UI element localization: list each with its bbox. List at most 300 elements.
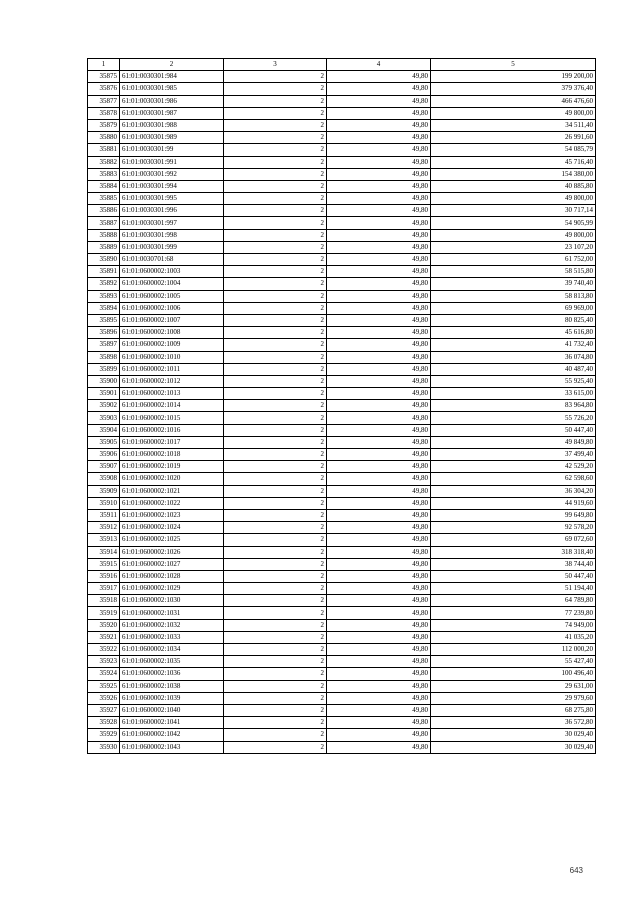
cadastral-number-cell: 61:01:0030301:998 (120, 229, 224, 241)
cadastral-number-cell: 61:01:0600002:1014 (120, 400, 224, 412)
cadastral-number-cell: 61:01:0600002:1036 (120, 668, 224, 680)
area-cell: 49,80 (327, 449, 431, 461)
type-code-cell: 2 (224, 144, 327, 156)
type-code-cell: 2 (224, 119, 327, 131)
area-cell: 49,80 (327, 193, 431, 205)
area-cell: 49,80 (327, 375, 431, 387)
cadastral-value-table (87, 58, 596, 754)
cadastral-number-cell: 61:01:0600002:1038 (120, 680, 224, 692)
cadastral-value-cell: 74 949,00 (431, 619, 596, 631)
type-code-cell: 2 (224, 436, 327, 448)
cadastral-value-cell: 30 029,40 (431, 729, 596, 741)
type-code-cell: 2 (224, 156, 327, 168)
cadastral-number-cell: 61:01:0600002:1023 (120, 509, 224, 521)
table-row (88, 339, 596, 351)
cadastral-value-cell: 36 572,80 (431, 717, 596, 729)
area-cell: 49,80 (327, 473, 431, 485)
table-row (88, 180, 596, 192)
table-row (88, 473, 596, 485)
row-number-cell: 35911 (88, 509, 120, 521)
type-code-cell: 2 (224, 631, 327, 643)
type-code-cell: 2 (224, 424, 327, 436)
area-cell: 49,80 (327, 229, 431, 241)
table-row (88, 497, 596, 509)
area-cell: 49,80 (327, 144, 431, 156)
type-code-cell: 2 (224, 473, 327, 485)
table-row (88, 583, 596, 595)
area-cell: 49,80 (327, 107, 431, 119)
row-number-cell: 35878 (88, 107, 120, 119)
cadastral-value-cell: 50 447,40 (431, 570, 596, 582)
cadastral-number-cell: 61:01:0600002:1005 (120, 290, 224, 302)
cadastral-number-cell: 61:01:0600002:1033 (120, 631, 224, 643)
row-number-cell: 35913 (88, 534, 120, 546)
cadastral-value-cell: 26 991,60 (431, 132, 596, 144)
column-header-5: 5 (431, 59, 596, 71)
cadastral-value-cell: 154 380,00 (431, 168, 596, 180)
type-code-cell: 2 (224, 71, 327, 83)
row-number-cell: 35910 (88, 497, 120, 509)
row-number-cell: 35923 (88, 656, 120, 668)
cadastral-value-cell: 62 598,60 (431, 473, 596, 485)
table-row (88, 119, 596, 131)
cadastral-number-cell: 61:01:0030301:995 (120, 193, 224, 205)
row-number-cell: 35903 (88, 412, 120, 424)
cadastral-number-cell: 61:01:0030301:989 (120, 132, 224, 144)
type-code-cell: 2 (224, 412, 327, 424)
area-cell: 49,80 (327, 583, 431, 595)
type-code-cell: 2 (224, 95, 327, 107)
row-number-cell: 35882 (88, 156, 120, 168)
type-code-cell: 2 (224, 132, 327, 144)
type-code-cell: 2 (224, 497, 327, 509)
table-row (88, 302, 596, 314)
row-number-cell: 35881 (88, 144, 120, 156)
row-number-cell: 35916 (88, 570, 120, 582)
type-code-cell: 2 (224, 558, 327, 570)
type-code-cell: 2 (224, 400, 327, 412)
column-header-1: 1 (88, 59, 120, 71)
row-number-cell: 35912 (88, 522, 120, 534)
row-number-cell: 35879 (88, 119, 120, 131)
page-number: 643 (569, 866, 583, 875)
row-number-cell: 35898 (88, 351, 120, 363)
area-cell: 49,80 (327, 436, 431, 448)
row-number-cell: 35906 (88, 449, 120, 461)
type-code-cell: 2 (224, 485, 327, 497)
area-cell: 49,80 (327, 619, 431, 631)
cadastral-value-cell: 83 964,80 (431, 400, 596, 412)
table-row (88, 363, 596, 375)
row-number-cell: 35895 (88, 314, 120, 326)
column-header-4: 4 (327, 59, 431, 71)
row-number-cell: 35894 (88, 302, 120, 314)
cadastral-value-cell: 55 726,20 (431, 412, 596, 424)
table-row (88, 546, 596, 558)
cadastral-value-cell: 77 239,80 (431, 607, 596, 619)
cadastral-number-cell: 61:01:0600002:1015 (120, 412, 224, 424)
cadastral-number-cell: 61:01:0030301:987 (120, 107, 224, 119)
cadastral-number-cell: 61:01:0030301:999 (120, 241, 224, 253)
table-row (88, 436, 596, 448)
cadastral-number-cell: 61:01:0600002:1027 (120, 558, 224, 570)
cadastral-number-cell: 61:01:0030301:984 (120, 71, 224, 83)
row-number-cell: 35927 (88, 704, 120, 716)
row-number-cell: 35902 (88, 400, 120, 412)
cadastral-number-cell: 61:01:0600002:1040 (120, 704, 224, 716)
cadastral-value-cell: 36 304,20 (431, 485, 596, 497)
cadastral-value-cell: 55 427,40 (431, 656, 596, 668)
cadastral-number-cell: 61:01:0600002:1025 (120, 534, 224, 546)
table-row (88, 449, 596, 461)
table-row (88, 193, 596, 205)
cadastral-number-cell: 61:01:0600002:1006 (120, 302, 224, 314)
area-cell: 49,80 (327, 339, 431, 351)
table-row (88, 668, 596, 680)
table-row (88, 570, 596, 582)
type-code-cell: 2 (224, 570, 327, 582)
area-cell: 49,80 (327, 290, 431, 302)
row-number-cell: 35930 (88, 741, 120, 753)
row-number-cell: 35897 (88, 339, 120, 351)
row-number-cell: 35884 (88, 180, 120, 192)
area-cell: 49,80 (327, 314, 431, 326)
area-cell: 49,80 (327, 254, 431, 266)
cadastral-value-cell: 61 752,00 (431, 254, 596, 266)
cadastral-value-cell: 30 717,14 (431, 205, 596, 217)
cadastral-value-cell: 29 631,00 (431, 680, 596, 692)
cadastral-value-cell: 54 905,99 (431, 217, 596, 229)
area-cell: 49,80 (327, 278, 431, 290)
type-code-cell: 2 (224, 205, 327, 217)
type-code-cell: 2 (224, 704, 327, 716)
cadastral-number-cell: 61:01:0600002:1024 (120, 522, 224, 534)
cadastral-number-cell: 61:01:0030701:68 (120, 254, 224, 266)
area-cell: 49,80 (327, 509, 431, 521)
cadastral-value-cell: 41 035,20 (431, 631, 596, 643)
row-number-cell: 35926 (88, 692, 120, 704)
cadastral-number-cell: 61:01:0600002:1030 (120, 595, 224, 607)
table-row (88, 680, 596, 692)
area-cell: 49,80 (327, 156, 431, 168)
table-row (88, 229, 596, 241)
table-row (88, 290, 596, 302)
area-cell: 49,80 (327, 522, 431, 534)
area-cell: 49,80 (327, 95, 431, 107)
type-code-cell: 2 (224, 363, 327, 375)
cadastral-value-cell: 44 919,60 (431, 497, 596, 509)
row-number-cell: 35893 (88, 290, 120, 302)
table-row (88, 254, 596, 266)
cadastral-value-cell: 92 578,20 (431, 522, 596, 534)
row-number-cell: 35914 (88, 546, 120, 558)
area-cell: 49,80 (327, 558, 431, 570)
cadastral-value-cell: 39 740,40 (431, 278, 596, 290)
area-cell: 49,80 (327, 168, 431, 180)
cadastral-number-cell: 61:01:0600002:1042 (120, 729, 224, 741)
type-code-cell: 2 (224, 302, 327, 314)
cadastral-value-cell: 49 800,00 (431, 193, 596, 205)
table-row (88, 485, 596, 497)
area-cell: 49,80 (327, 461, 431, 473)
area-cell: 49,80 (327, 241, 431, 253)
cadastral-number-cell: 61:01:0600002:1022 (120, 497, 224, 509)
cadastral-value-cell: 58 813,80 (431, 290, 596, 302)
table-row (88, 412, 596, 424)
cadastral-value-cell: 38 744,40 (431, 558, 596, 570)
cadastral-value-cell: 49 849,80 (431, 436, 596, 448)
cadastral-number-cell: 61:01:0600002:1021 (120, 485, 224, 497)
cadastral-number-cell: 61:01:0600002:1013 (120, 388, 224, 400)
table-row (88, 83, 596, 95)
cadastral-value-cell: 69 969,00 (431, 302, 596, 314)
table-row (88, 509, 596, 521)
cadastral-number-cell: 61:01:0600002:1009 (120, 339, 224, 351)
row-number-cell: 35887 (88, 217, 120, 229)
column-header-2: 2 (120, 59, 224, 71)
cadastral-number-cell: 61:01:0600002:1032 (120, 619, 224, 631)
area-cell: 49,80 (327, 741, 431, 753)
cadastral-value-cell: 199 200,00 (431, 71, 596, 83)
row-number-cell: 35921 (88, 631, 120, 643)
area-cell: 49,80 (327, 363, 431, 375)
table-row (88, 461, 596, 473)
type-code-cell: 2 (224, 741, 327, 753)
cadastral-number-cell: 61:01:0030301:986 (120, 95, 224, 107)
cadastral-value-cell: 40 885,80 (431, 180, 596, 192)
table-row (88, 266, 596, 278)
type-code-cell: 2 (224, 717, 327, 729)
cadastral-value-cell: 99 649,80 (431, 509, 596, 521)
row-number-cell: 35918 (88, 595, 120, 607)
type-code-cell: 2 (224, 668, 327, 680)
area-cell: 49,80 (327, 424, 431, 436)
cadastral-value-cell: 37 499,40 (431, 449, 596, 461)
cadastral-value-cell: 64 789,80 (431, 595, 596, 607)
cadastral-value-cell: 55 925,40 (431, 375, 596, 387)
table-row (88, 144, 596, 156)
type-code-cell: 2 (224, 375, 327, 387)
cadastral-number-cell: 61:01:0030301:985 (120, 83, 224, 95)
cadastral-number-cell: 61:01:0600002:1039 (120, 692, 224, 704)
cadastral-value-cell: 42 529,20 (431, 461, 596, 473)
cadastral-number-cell: 61:01:0030301:994 (120, 180, 224, 192)
area-cell: 49,80 (327, 327, 431, 339)
row-number-cell: 35915 (88, 558, 120, 570)
row-number-cell: 35885 (88, 193, 120, 205)
type-code-cell: 2 (224, 193, 327, 205)
table-row (88, 107, 596, 119)
area-cell: 49,80 (327, 595, 431, 607)
table-row (88, 278, 596, 290)
row-number-cell: 35907 (88, 461, 120, 473)
cadastral-number-cell: 61:01:0600002:1019 (120, 461, 224, 473)
row-number-cell: 35924 (88, 668, 120, 680)
cadastral-number-cell: 61:01:0600002:1012 (120, 375, 224, 387)
cadastral-value-cell: 80 825,40 (431, 314, 596, 326)
row-number-cell: 35904 (88, 424, 120, 436)
type-code-cell: 2 (224, 339, 327, 351)
area-cell: 49,80 (327, 631, 431, 643)
row-number-cell: 35892 (88, 278, 120, 290)
row-number-cell: 35890 (88, 254, 120, 266)
table-row (88, 595, 596, 607)
cadastral-number-cell: 61:01:0030301:99 (120, 144, 224, 156)
area-cell: 49,80 (327, 83, 431, 95)
cadastral-number-cell: 61:01:0600002:1031 (120, 607, 224, 619)
cadastral-number-cell: 61:01:0030301:996 (120, 205, 224, 217)
table-header-row (88, 59, 596, 71)
type-code-cell: 2 (224, 217, 327, 229)
cadastral-number-cell: 61:01:0600002:1028 (120, 570, 224, 582)
area-cell: 49,80 (327, 546, 431, 558)
table-row (88, 205, 596, 217)
table-body (88, 71, 596, 754)
type-code-cell: 2 (224, 290, 327, 302)
type-code-cell: 2 (224, 680, 327, 692)
cadastral-value-cell: 29 979,60 (431, 692, 596, 704)
row-number-cell: 35922 (88, 644, 120, 656)
type-code-cell: 2 (224, 278, 327, 290)
area-cell: 49,80 (327, 680, 431, 692)
table-row (88, 656, 596, 668)
cadastral-number-cell: 61:01:0600002:1020 (120, 473, 224, 485)
cadastral-number-cell: 61:01:0600002:1041 (120, 717, 224, 729)
row-number-cell: 35929 (88, 729, 120, 741)
table-row (88, 132, 596, 144)
type-code-cell: 2 (224, 449, 327, 461)
cadastral-number-cell: 61:01:0600002:1016 (120, 424, 224, 436)
area-cell: 49,80 (327, 351, 431, 363)
type-code-cell: 2 (224, 729, 327, 741)
row-number-cell: 35908 (88, 473, 120, 485)
cadastral-value-cell: 36 074,80 (431, 351, 596, 363)
table-row (88, 619, 596, 631)
type-code-cell: 2 (224, 607, 327, 619)
cadastral-number-cell: 61:01:0600002:1007 (120, 314, 224, 326)
type-code-cell: 2 (224, 254, 327, 266)
area-cell: 49,80 (327, 607, 431, 619)
table-row (88, 534, 596, 546)
table-row (88, 314, 596, 326)
type-code-cell: 2 (224, 522, 327, 534)
table-row (88, 424, 596, 436)
cadastral-number-cell: 61:01:0600002:1008 (120, 327, 224, 339)
cadastral-value-cell: 54 085,79 (431, 144, 596, 156)
area-cell: 49,80 (327, 412, 431, 424)
cadastral-value-cell: 45 616,80 (431, 327, 596, 339)
area-cell: 49,80 (327, 570, 431, 582)
table-row (88, 95, 596, 107)
area-cell: 49,80 (327, 704, 431, 716)
area-cell: 49,80 (327, 485, 431, 497)
cadastral-value-cell: 379 376,40 (431, 83, 596, 95)
table-row (88, 388, 596, 400)
row-number-cell: 35877 (88, 95, 120, 107)
row-number-cell: 35899 (88, 363, 120, 375)
row-number-cell: 35880 (88, 132, 120, 144)
table-row (88, 558, 596, 570)
cadastral-value-cell: 69 072,60 (431, 534, 596, 546)
table-row (88, 692, 596, 704)
area-cell: 49,80 (327, 400, 431, 412)
type-code-cell: 2 (224, 534, 327, 546)
column-header-3: 3 (224, 59, 327, 71)
cadastral-value-cell: 49 800,00 (431, 229, 596, 241)
table-row (88, 375, 596, 387)
cadastral-value-cell: 58 515,80 (431, 266, 596, 278)
type-code-cell: 2 (224, 314, 327, 326)
type-code-cell: 2 (224, 266, 327, 278)
cadastral-number-cell: 61:01:0030301:997 (120, 217, 224, 229)
type-code-cell: 2 (224, 388, 327, 400)
cadastral-value-cell: 45 716,40 (431, 156, 596, 168)
cadastral-value-cell: 23 107,20 (431, 241, 596, 253)
table-row (88, 522, 596, 534)
cadastral-value-cell: 40 487,40 (431, 363, 596, 375)
type-code-cell: 2 (224, 656, 327, 668)
area-cell: 49,80 (327, 180, 431, 192)
table-row (88, 400, 596, 412)
cadastral-value-cell: 41 732,40 (431, 339, 596, 351)
cadastral-number-cell: 61:01:0600002:1026 (120, 546, 224, 558)
row-number-cell: 35925 (88, 680, 120, 692)
row-number-cell: 35883 (88, 168, 120, 180)
type-code-cell: 2 (224, 583, 327, 595)
type-code-cell: 2 (224, 107, 327, 119)
area-cell: 49,80 (327, 668, 431, 680)
row-number-cell: 35905 (88, 436, 120, 448)
table-row (88, 71, 596, 83)
cadastral-value-cell: 50 447,40 (431, 424, 596, 436)
cadastral-number-cell: 61:01:0600002:1029 (120, 583, 224, 595)
type-code-cell: 2 (224, 509, 327, 521)
area-cell: 49,80 (327, 205, 431, 217)
type-code-cell: 2 (224, 692, 327, 704)
type-code-cell: 2 (224, 351, 327, 363)
row-number-cell: 35900 (88, 375, 120, 387)
area-cell: 49,80 (327, 644, 431, 656)
cadastral-number-cell: 61:01:0030301:992 (120, 168, 224, 180)
table-row (88, 156, 596, 168)
area-cell: 49,80 (327, 656, 431, 668)
type-code-cell: 2 (224, 241, 327, 253)
cadastral-value-cell: 466 476,60 (431, 95, 596, 107)
table-row (88, 729, 596, 741)
cadastral-number-cell: 61:01:0030301:991 (120, 156, 224, 168)
cadastral-number-cell: 61:01:0600002:1017 (120, 436, 224, 448)
cadastral-number-cell: 61:01:0600002:1003 (120, 266, 224, 278)
type-code-cell: 2 (224, 229, 327, 241)
table-row (88, 217, 596, 229)
cadastral-number-cell: 61:01:0030301:988 (120, 119, 224, 131)
area-cell: 49,80 (327, 266, 431, 278)
type-code-cell: 2 (224, 83, 327, 95)
table-row (88, 168, 596, 180)
row-number-cell: 35886 (88, 205, 120, 217)
table-row (88, 717, 596, 729)
cadastral-value-cell: 34 511,40 (431, 119, 596, 131)
area-cell: 49,80 (327, 534, 431, 546)
row-number-cell: 35901 (88, 388, 120, 400)
cadastral-value-cell: 33 615,00 (431, 388, 596, 400)
cadastral-value-cell: 112 000,20 (431, 644, 596, 656)
table-row (88, 741, 596, 753)
table-row (88, 631, 596, 643)
row-number-cell: 35889 (88, 241, 120, 253)
cadastral-value-cell: 318 318,40 (431, 546, 596, 558)
type-code-cell: 2 (224, 461, 327, 473)
